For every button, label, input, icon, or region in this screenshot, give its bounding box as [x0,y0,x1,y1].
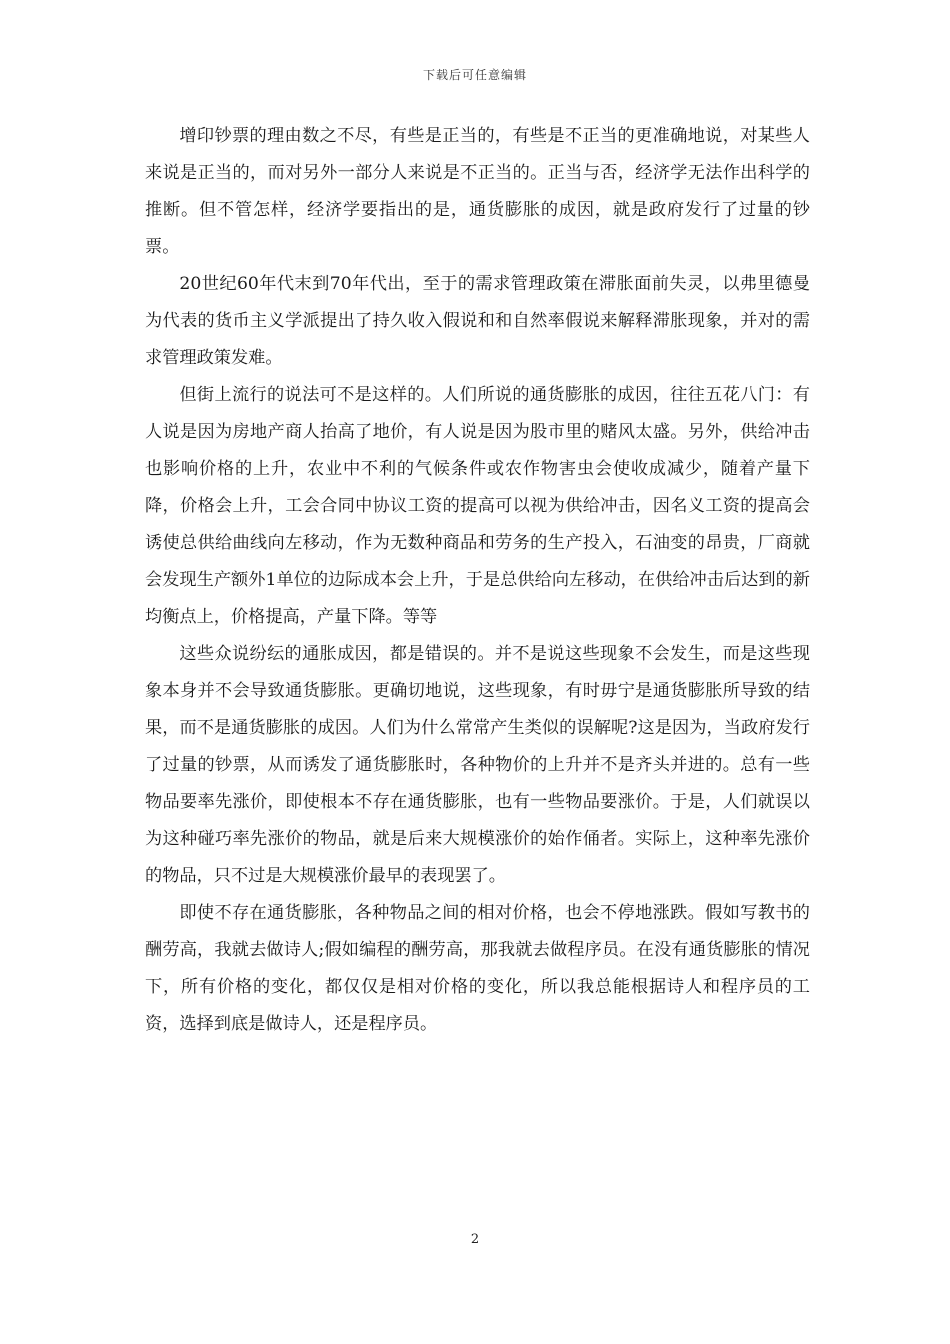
document-body [145,118,810,1043]
paragraph-money-printing: 增印钞票的理由数之不尽，有些是正当的，有些是不正当的更准确地说，对某些人来说是正当的，而对另外一部分人来说是不正当的。正当与否，经济学无法作出科学的推断。但不管怎样，经济学要指出的是，通货膨胀的成因，就是政府发行了过量的钞票。 [145,126,810,257]
paragraph-stagflation: 20世纪60年代末到70年代出，至于的需求管理政策在滞胀面前失灵，以弗里德曼为代表的货币主义学派提出了持久收入假说和和自然率假说来解释滞胀现象，并对的需求管理政策发难。 [145,274,810,368]
paragraph-misconceptions: 这些众说纷纭的通胀成因，都是错误的。并不是说这些现象不会发生，而是这些现象本身并不会导致通货膨胀。更确切地说，这些现象，有时毋宁是通货膨胀所导致的结果，而不是通货膨胀的成因。人们为什么常常产生类似的误解呢?这是因为，当政府发行了过量的钞票，从而诱发了通货膨胀时，各种物价的上升并不是齐头并进的。总有一些物品要率先涨价，即使根本不存在通货膨胀，也有一些物品要涨价。于是，人们就误以为这种碰巧率先涨价的物品，就是后来大规模涨价的始作俑者。实际上，这种率先涨价的物品，只不过是大规模涨价最早的表现罢了。 [145,644,810,886]
paragraph-relative-prices: 即使不存在通货膨胀，各种物品之间的相对价格，也会不停地涨跌。假如写教书的酬劳高，我就去做诗人;假如编程的酬劳高，那我就去做程序员。在没有通货膨胀的情况下，所有价格的变化，都仅仅是相对价格的变化，所以我总能根据诗人和程序员的工资，选择到底是做诗人，还是程序员。 [145,903,810,1034]
page-header-note: 下载后可任意编辑 [422,68,527,82]
paragraph-popular-explanations: 但街上流行的说法可不是这样的。人们所说的通货膨胀的成因，往往五花八门：有人说是因为房地产商人抬高了地价，有人说是因为股市里的赌风太盛。另外，供给冲击也影响价格的上升，农业中不利的气候条件或农作物害虫会使收成减少，随着产量下降，价格会上升，工会合同中协议工资的提高可以视为供给冲击，因名义工资的提高会诱使总供给曲线向左移动，作为无数种商品和劳务的生产投入，石油变的昂贵，厂商就会发现生产额外1单位的边际成本会上升，于是总供给向左移动，在供给冲击后达到的新均衡点上，价格提高，产量下降。等等 [145,385,810,627]
page-number: 2 [470,1232,480,1247]
